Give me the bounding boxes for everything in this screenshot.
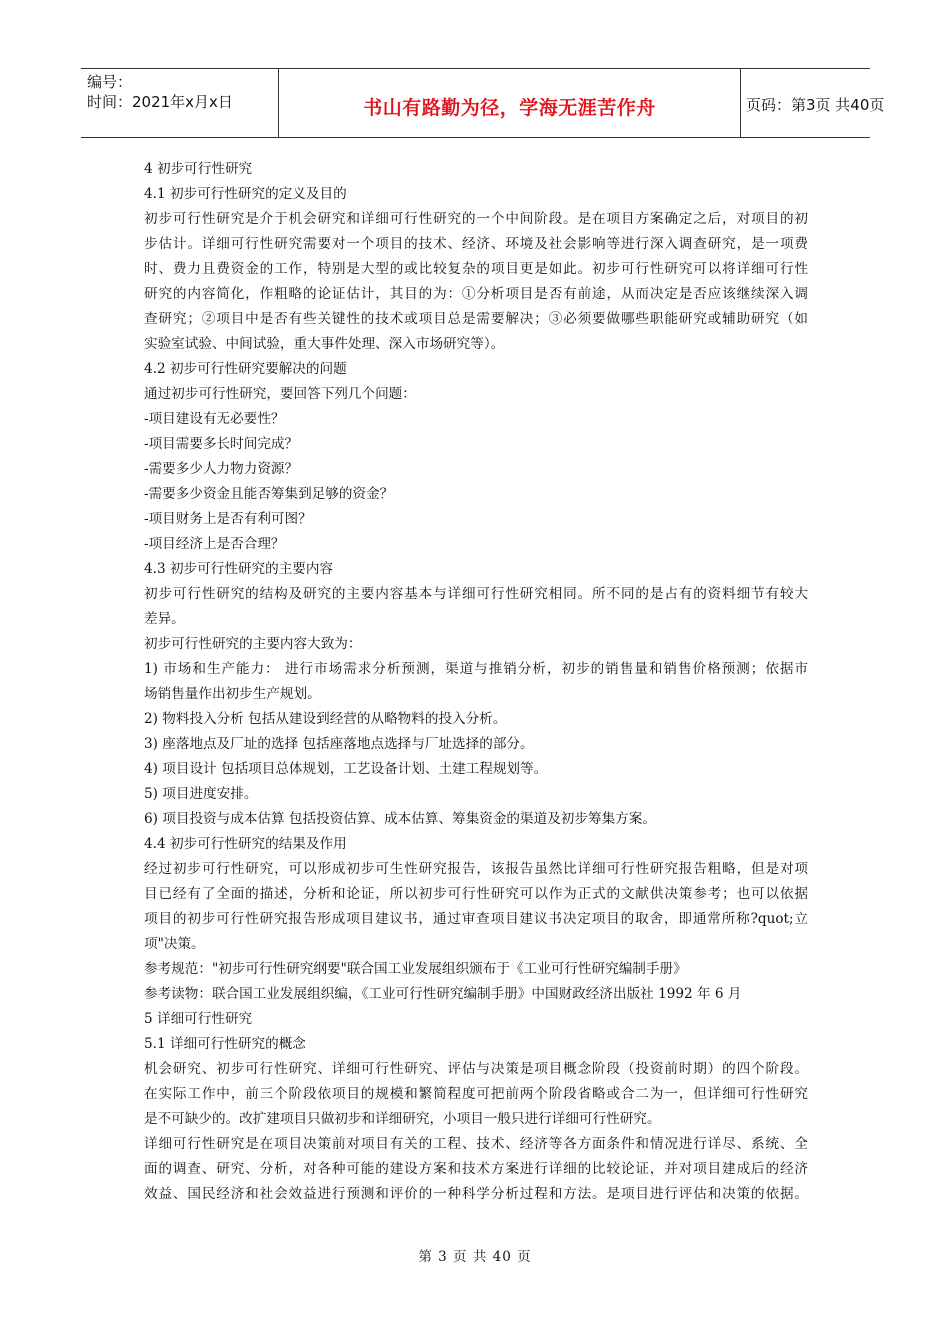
text-line: 4.1 初步可行性研究的定义及目的	[144, 186, 347, 202]
header-motto: 书山有路勤为径，学海无涯苦作舟	[363, 97, 656, 119]
header-page-number: 页码：第3页 共40页	[746, 96, 885, 114]
text-line: 详细可行性研究是在项目决策前对项目有关的工程、技术、经济等各方面条件和情况进行详尽、系统、全	[144, 1136, 808, 1152]
text-line: 4.4 初步可行性研究的结果及作用	[144, 836, 347, 852]
header-right-cell	[740, 69, 885, 137]
text-line: 差异。	[144, 611, 185, 627]
document-body	[144, 157, 808, 1207]
text-line: 经过初步可行性研究，可以形成初步可生性研究报告，该报告虽然比详细可行性研究报告粗略，但是对项	[144, 861, 808, 877]
text-line: 场销售量作出初步生产规划。	[144, 686, 321, 702]
text-line: 面的调查、研究、分析，对各种可能的建设方案和技术方案进行详细的比较论证，并对项目建成后的经济	[144, 1161, 808, 1177]
header-middle-cell	[278, 69, 741, 137]
text-line: 项"决策。	[144, 936, 205, 952]
text-line: 项目的初步可行性研究报告形成项目建议书，通过审查项目建议书决定项目的取舍，即通常所称?quot;立	[144, 911, 808, 927]
text-line: -需要多少资金且能否筹集到足够的资金？	[144, 486, 394, 502]
text-line: 参考读物：联合国工业发展组织编，《工业可行性研究编制手册》中国财政经济出版社 1992 年 6 月	[144, 986, 742, 1002]
text-line: -项目建设有无必要性？	[144, 411, 285, 427]
text-line: 研究的内容简化，作粗略的论证估计，其目的为：①分析项目是否有前途，从而决定是否应该继续深入调	[144, 286, 808, 302]
text-line: 4 初步可行性研究	[144, 161, 253, 177]
text-line: 目已经有了全面的描述，分析和论证，所以初步可行性研究可以作为正式的文献供决策参考；也可以依据	[144, 886, 808, 902]
text-line: 效益、国民经济和社会效益进行预测和评价的一种科学分析过程和方法。是项目进行评估和决策的依据。	[144, 1186, 808, 1202]
page-footer: 第 3 页 共 40 页	[418, 1249, 532, 1265]
text-line: 参考规范："初步可行性研究纲要"联合国工业发展组织颁布于《工业可行性研究编制手册》	[144, 961, 687, 977]
text-line: 5) 项目进度安排。	[144, 786, 258, 802]
text-line: 4.2 初步可行性研究要解决的问题	[144, 361, 347, 377]
page-header	[81, 68, 885, 138]
text-line: 是不可缺少的。改扩建项目只做初步和详细研究，小项目一般只进行详细可行性研究。	[144, 1111, 661, 1127]
text-line: -需要多少人力物力资源？	[144, 461, 299, 477]
text-line: 1) 市场和生产能力： 进行市场需求分析预测，渠道与推销分析，初步的销售量和销售价格预测；依据市	[144, 661, 808, 677]
text-line: 实验室试验、中间试验，重大事件处理、深入市场研究等）。	[144, 336, 505, 352]
text-line: -项目财务上是否有利可图？	[144, 511, 312, 527]
text-line: 5.1 详细可行性研究的概念	[144, 1036, 306, 1052]
text-line: 初步可行性研究的结构及研究的主要内容基本与详细可行性研究相同。所不同的是占有的资料细节有较大	[144, 586, 808, 602]
text-line: 时、费力且费资金的工作，特别是大型的或比较复杂的项目更是如此。初步可行性研究可以将详细可行性	[144, 261, 808, 277]
text-line: 初步可行性研究是介于机会研究和详细可行性研究的一个中间阶段。是在项目方案确定之后，对项目的初	[144, 211, 808, 227]
text-line: 2) 物料投入分析 包括从建设到经营的从略物料的投入分析。	[144, 711, 507, 727]
text-line: 步估计。详细可行性研究需要对一个项目的技术、经济、环境及社会影响等进行深入调查研究，是一项费	[144, 236, 808, 252]
text-line: 初步可行性研究的主要内容大致为：	[144, 636, 362, 652]
text-line: 3) 座落地点及厂址的选择 包括座落地点选择与厂址选择的部分。	[144, 736, 534, 752]
text-line: 5 详细可行性研究	[144, 1011, 253, 1027]
document-date: 时间：2021年x月x日	[87, 93, 233, 111]
text-line: 4.3 初步可行性研究的主要内容	[144, 561, 334, 577]
text-line: 机会研究、初步可行性研究、详细可行性研究、评估与决策是项目概念阶段（投资前时期）的四个阶段。	[144, 1061, 808, 1077]
text-line: 通过初步可行性研究，要回答下列几个问题：	[144, 386, 416, 402]
document-code: 编号：	[87, 73, 133, 91]
text-line: 6) 项目投资与成本估算 包括投资估算、成本估算、筹集资金的渠道及初步筹集方案。	[144, 811, 656, 827]
text-line: 4) 项目设计 包括项目总体规划，工艺设备计划、土建工程规划等。	[144, 761, 548, 777]
header-left-cell	[81, 69, 278, 137]
text-line: 查研究；②项目中是否有些关键性的技术或项目总是需要解决；③必须要做哪些职能研究或辅助研究（如	[144, 311, 808, 327]
text-line: -项目经济上是否合理？	[144, 536, 285, 552]
text-line: -项目需要多长时间完成？	[144, 436, 299, 452]
text-line: 在实际工作中，前三个阶段依项目的规模和繁简程度可把前两个阶段省略或合二为一，但详细可行性研究	[144, 1086, 808, 1102]
